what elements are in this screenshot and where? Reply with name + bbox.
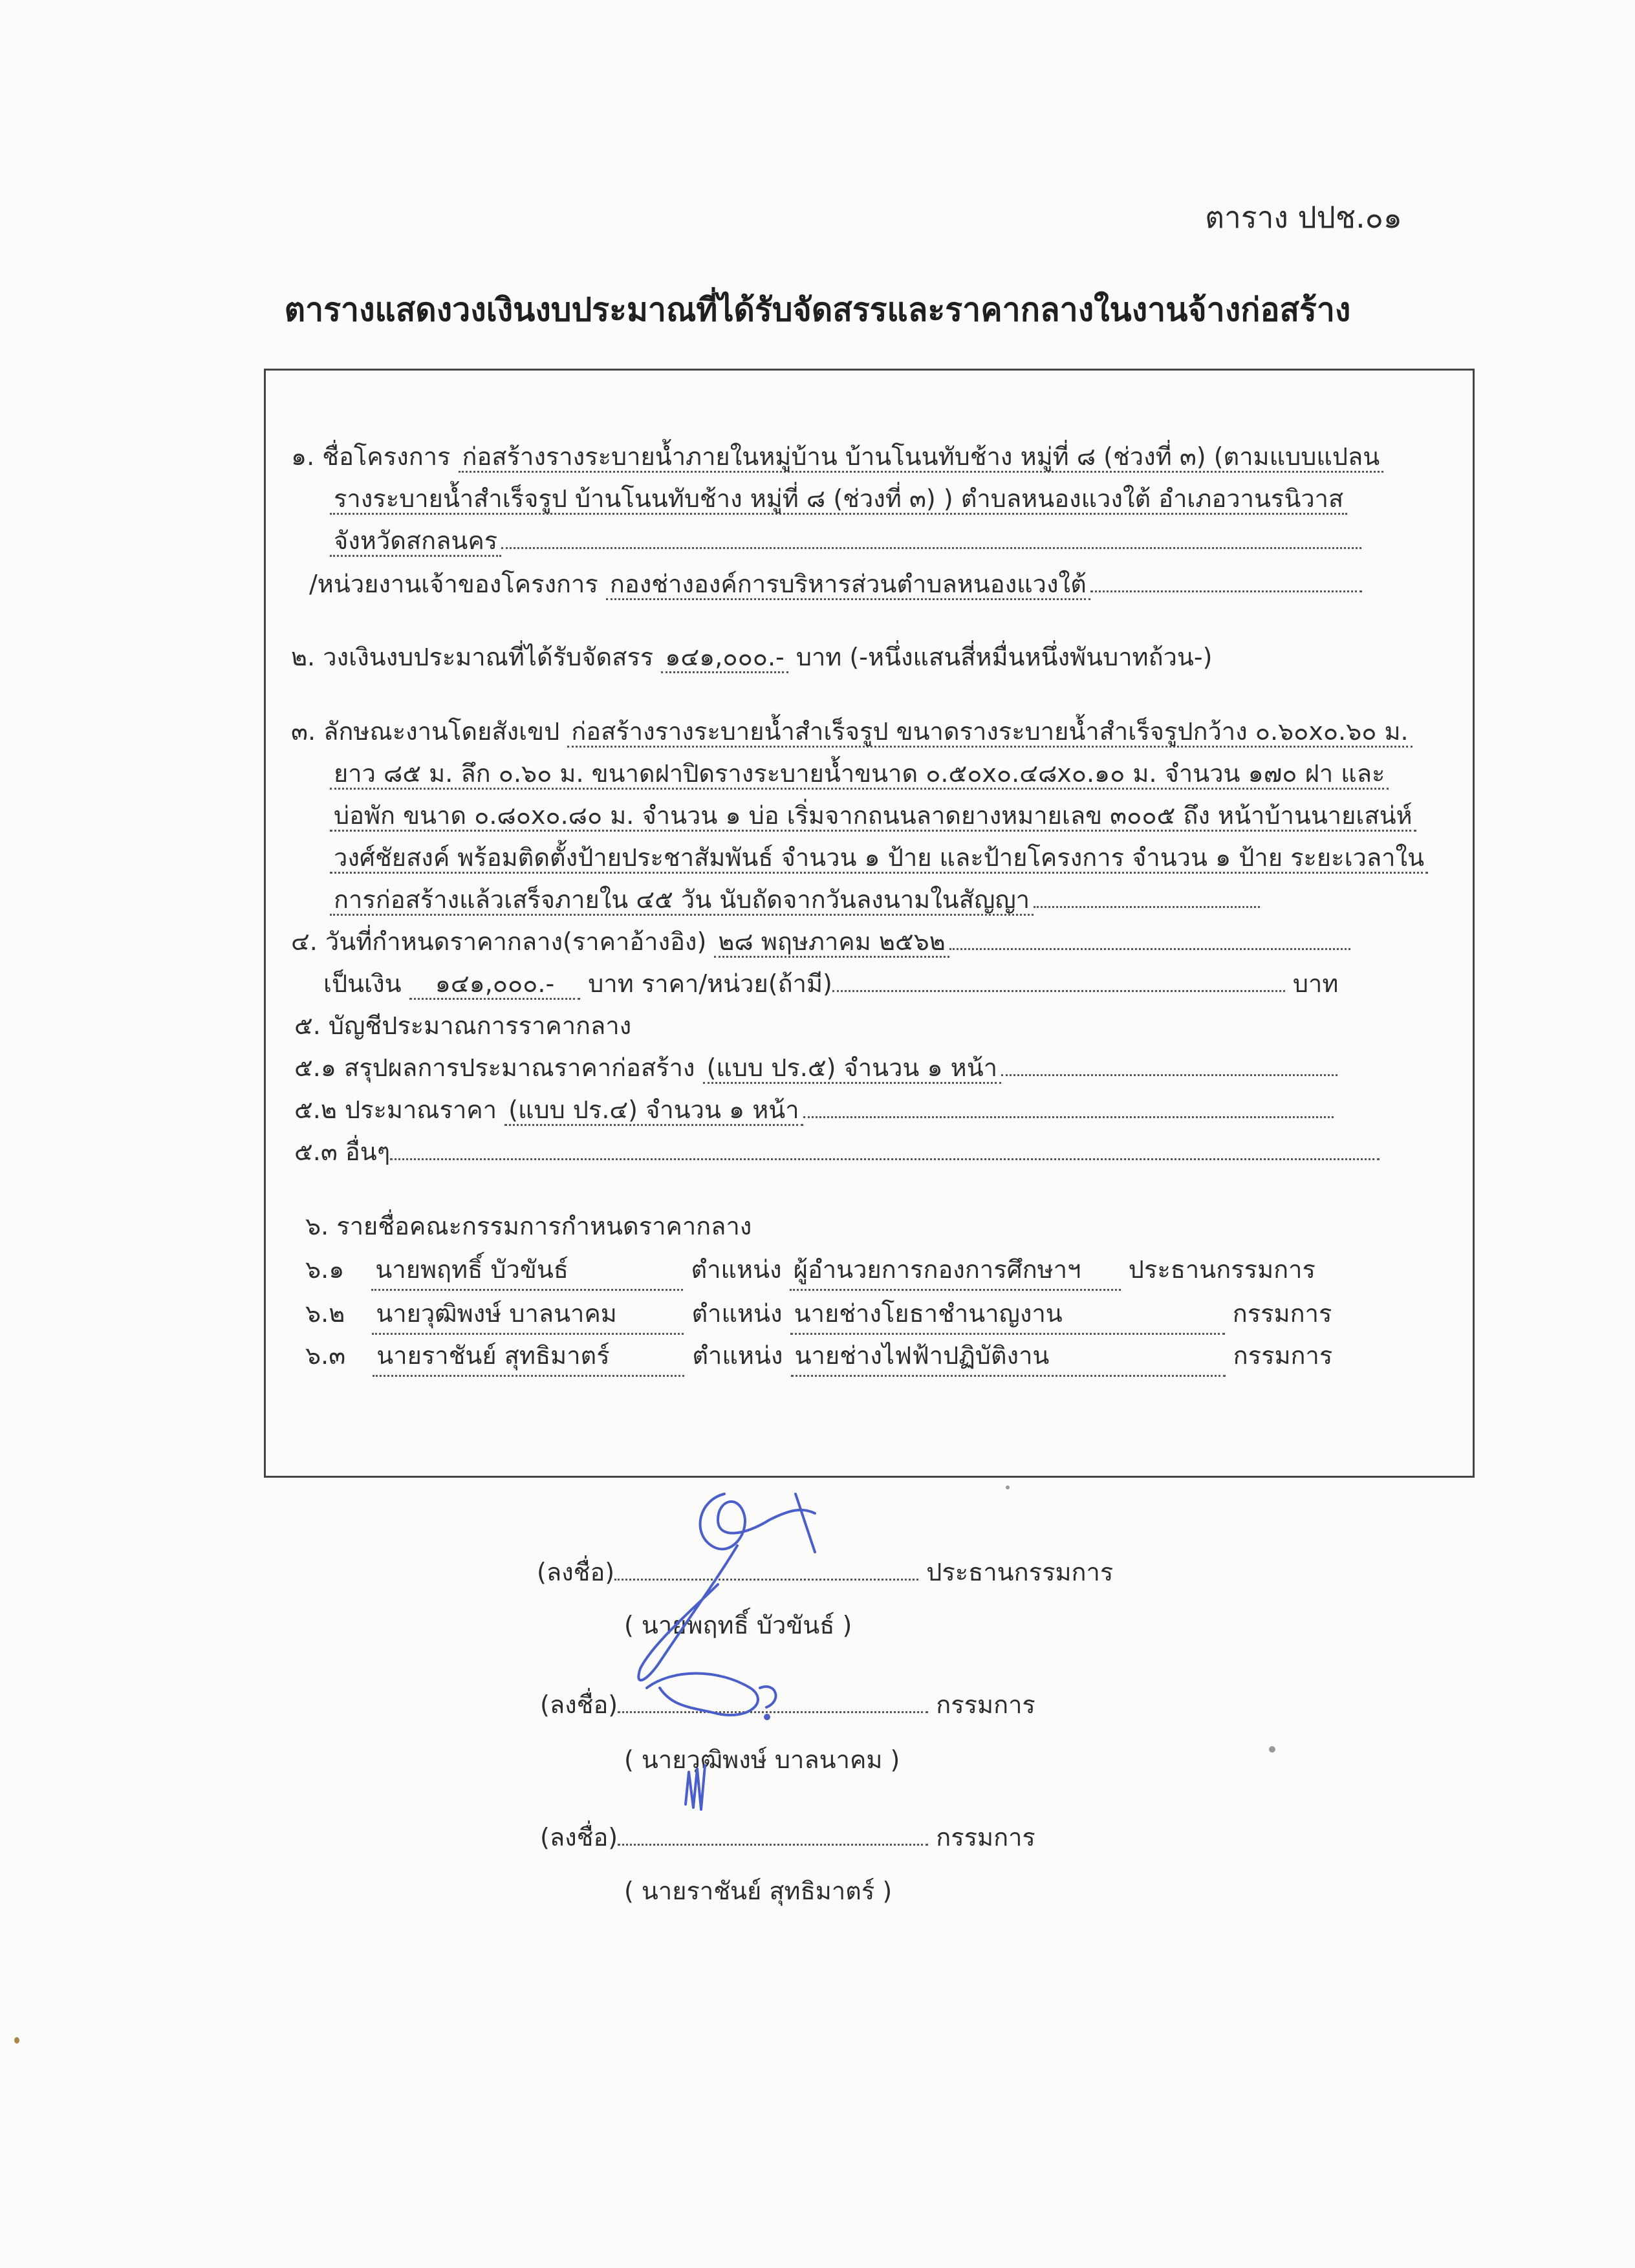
project-province: จังหวัดสกลนคร xyxy=(330,526,501,557)
budget-amount: ๑๔๑,๐๐๐.- xyxy=(661,643,788,673)
member-position: นายช่างไฟฟ้าปฏิบัติงาน xyxy=(791,1335,1226,1377)
member-position: นายช่างโยธาชำนาญงาน xyxy=(790,1293,1225,1335)
scope-line-4 xyxy=(330,837,1428,877)
sign-label: (ลงชื่อ) xyxy=(537,1558,615,1586)
committee-member-row xyxy=(305,1293,1332,1335)
member-number: ๖.๒ xyxy=(305,1299,345,1328)
member-name: นายวุฒิพงษ์ บาลนาคม xyxy=(372,1293,684,1335)
scope-text-1: ก่อสร้างรางระบายน้ำสำเร็จรูป ขนาดรางระบายน้ำสำเร็จรูปกว้าง ๐.๖๐x๐.๖๐ ม. xyxy=(567,717,1412,748)
project-line-2 xyxy=(330,479,1347,518)
estimate-item-2-value: (แบบ ปร.๔) จำนวน ๑ หน้า xyxy=(504,1096,803,1126)
scan-speck xyxy=(1006,1485,1010,1489)
reference-date-value: ๒๘ พฤษภาคม ๒๕๖๒ xyxy=(714,927,949,958)
dotted-leader xyxy=(1090,590,1362,592)
member-number: ๖.๑ xyxy=(305,1255,345,1284)
scope-text-4: วงศ์ชัยสงค์ พร้อมติดตั้งป้ายประชาสัมพันธ์ จำนวน ๑ ป้าย และป้ายโครงการ จำนวน ๑ ป้าย ระยะเวลาใน xyxy=(330,843,1428,874)
scope-line-2 xyxy=(330,753,1389,793)
project-line-3 xyxy=(330,521,1361,560)
estimate-heading: ๕. บัญชีประมาณการราคากลาง xyxy=(294,1011,632,1040)
signature-role: ประธานกรรมการ xyxy=(926,1558,1114,1586)
dotted-leader xyxy=(501,546,1361,549)
member-position: ผู้อำนวยการกองการศึกษาฯ xyxy=(790,1249,1121,1291)
agency-value: กองช่างองค์การบริหารส่วนตำบลหนองแวงใต้ xyxy=(606,570,1090,600)
scope-text-3: บ่อพัก ขนาด ๐.๘๐x๐.๘๐ ม. จำนวน ๑ บ่อ เริ่มจากถนนลาดยางหมายเลข ๓๐๐๕ ถึง หน้าบ้านนายเสน่ห์ xyxy=(330,801,1416,832)
dotted-leader xyxy=(390,1158,1380,1160)
scope-line-3 xyxy=(330,795,1416,835)
money-label: เป็นเงิน xyxy=(323,969,402,998)
scope-line-1 xyxy=(291,711,1413,751)
agency-label: /หน่วยงานเจ้าของโครงการ xyxy=(309,570,598,598)
committee-member-row xyxy=(305,1335,1332,1377)
handwritten-signatures xyxy=(621,1474,834,1837)
form-code: ตาราง ปปช.๐๑ xyxy=(1205,200,1402,235)
signer-name: ( นายพฤทธิ์ บัวขันธ์ ) xyxy=(624,1611,852,1639)
page-title: ตารางแสดงวงเงินงบประมาณที่ได้รับจัดสรรและราคากลางในงานจ้างก่อสร้าง xyxy=(284,291,1351,329)
sign-label: (ลงชื่อ) xyxy=(540,1823,618,1852)
signer-name: ( นายวุฒิพงษ์ บาลนาคม ) xyxy=(624,1745,900,1774)
signature-role: กรรมการ xyxy=(936,1823,1035,1852)
estimate-item-2-label: ๕.๒ ประมาณราคา xyxy=(294,1096,497,1124)
member-name: นายราชันย์ สุทธิมาตร์ xyxy=(373,1335,684,1377)
scan-speck xyxy=(1269,1746,1275,1753)
scope-line-5 xyxy=(330,880,1260,919)
sign-label: (ลงชื่อ) xyxy=(540,1690,618,1719)
reference-money-line xyxy=(323,964,1338,1003)
estimate-item-1-label: ๕.๑ สรุปผลการประมาณราคาก่อสร้าง xyxy=(294,1053,695,1082)
estimate-item-1-value: (แบบ ปร.๕) จำนวน ๑ หน้า xyxy=(703,1053,1001,1084)
dotted-leader xyxy=(832,989,1285,992)
dotted-leader xyxy=(1034,905,1260,908)
position-label: ตำแหน่ง xyxy=(692,1341,783,1370)
project-name-1: ก่อสร้างรางระบายน้ำภายในหมู่บ้าน บ้านโนนทับช้าง หมู่ที่ ๘ (ช่วงที่ ๓) (ตามแบบแปลน xyxy=(459,442,1384,473)
scope-text-5: การก่อสร้างแล้วเสร็จภายใน ๔๕ วัน นับถัดจากวันลงนามในสัญญา xyxy=(330,885,1034,916)
project-label: ๑. ชื่อโครงการ xyxy=(291,442,451,471)
scope-label: ๓. ลักษณะงานโดยสังเขป xyxy=(291,717,560,746)
money-value: ๑๔๑,๐๐๐.- xyxy=(409,969,580,1000)
signature-role: กรรมการ xyxy=(936,1690,1035,1719)
committee-member-row xyxy=(305,1249,1316,1291)
dotted-leader xyxy=(949,947,1350,950)
unit-price-label: บาท ราคา/หน่วย(ถ้ามี) xyxy=(588,969,832,998)
reference-date-line xyxy=(291,922,1350,961)
budget-label: ๒. วงเงินงบประมาณที่ได้รับจัดสรร xyxy=(291,643,654,671)
committee-heading: ๖. รายชื่อคณะกรรมการกำหนดราคากลาง xyxy=(305,1212,752,1240)
estimate-item-1 xyxy=(294,1048,1337,1087)
position-label: ตำแหน่ง xyxy=(691,1299,783,1328)
position-label: ตำแหน่ง xyxy=(691,1255,782,1284)
budget-suffix: บาท (-หนึ่งแสนสี่หมื่นหนึ่งพันบาทถ้วน-) xyxy=(796,643,1213,671)
member-role: กรรมการ xyxy=(1233,1341,1333,1370)
project-line-1 xyxy=(291,437,1383,476)
estimate-item-2 xyxy=(294,1090,1334,1129)
agency-line xyxy=(309,564,1362,603)
estimate-item-3 xyxy=(294,1132,1380,1171)
reference-date-label: ๔. วันที่กำหนดราคากลาง(ราคาอ้างอิง) xyxy=(291,927,707,956)
estimate-item-3-label: ๕.๓ อื่นๆ xyxy=(294,1138,391,1166)
scope-text-2: ยาว ๘๕ ม. ลึก ๐.๖๐ ม. ขนาดฝาปิดรางระบายน้ำขนาด ๐.๕๐x๐.๔๘x๐.๑๐ ม. จำนวน ๑๗๐ ฝา และ xyxy=(330,759,1389,790)
unit-price-suffix: บาท xyxy=(1292,969,1339,998)
signer-name: ( นายราชันย์ สุทธิมาตร์ ) xyxy=(624,1877,893,1905)
signature-blank xyxy=(618,1843,928,1846)
dotted-leader xyxy=(1001,1074,1337,1076)
member-role: กรรมการ xyxy=(1232,1299,1332,1328)
scan-speck xyxy=(14,2037,19,2044)
member-number: ๖.๓ xyxy=(305,1341,346,1370)
dotted-leader xyxy=(803,1116,1334,1118)
member-role: ประธานกรรมการ xyxy=(1128,1255,1316,1284)
budget-line xyxy=(291,637,1212,676)
project-name-2: รางระบายน้ำสำเร็จรูป บ้านโนนทับช้าง หมู่ที่ ๘ (ช่วงที่ ๓) ) ตำบลหนองแวงใต้ อำเภอวานรนิวาส xyxy=(330,484,1347,515)
member-name: นายพฤทธิ์ บัวขันธ์ xyxy=(371,1249,683,1291)
